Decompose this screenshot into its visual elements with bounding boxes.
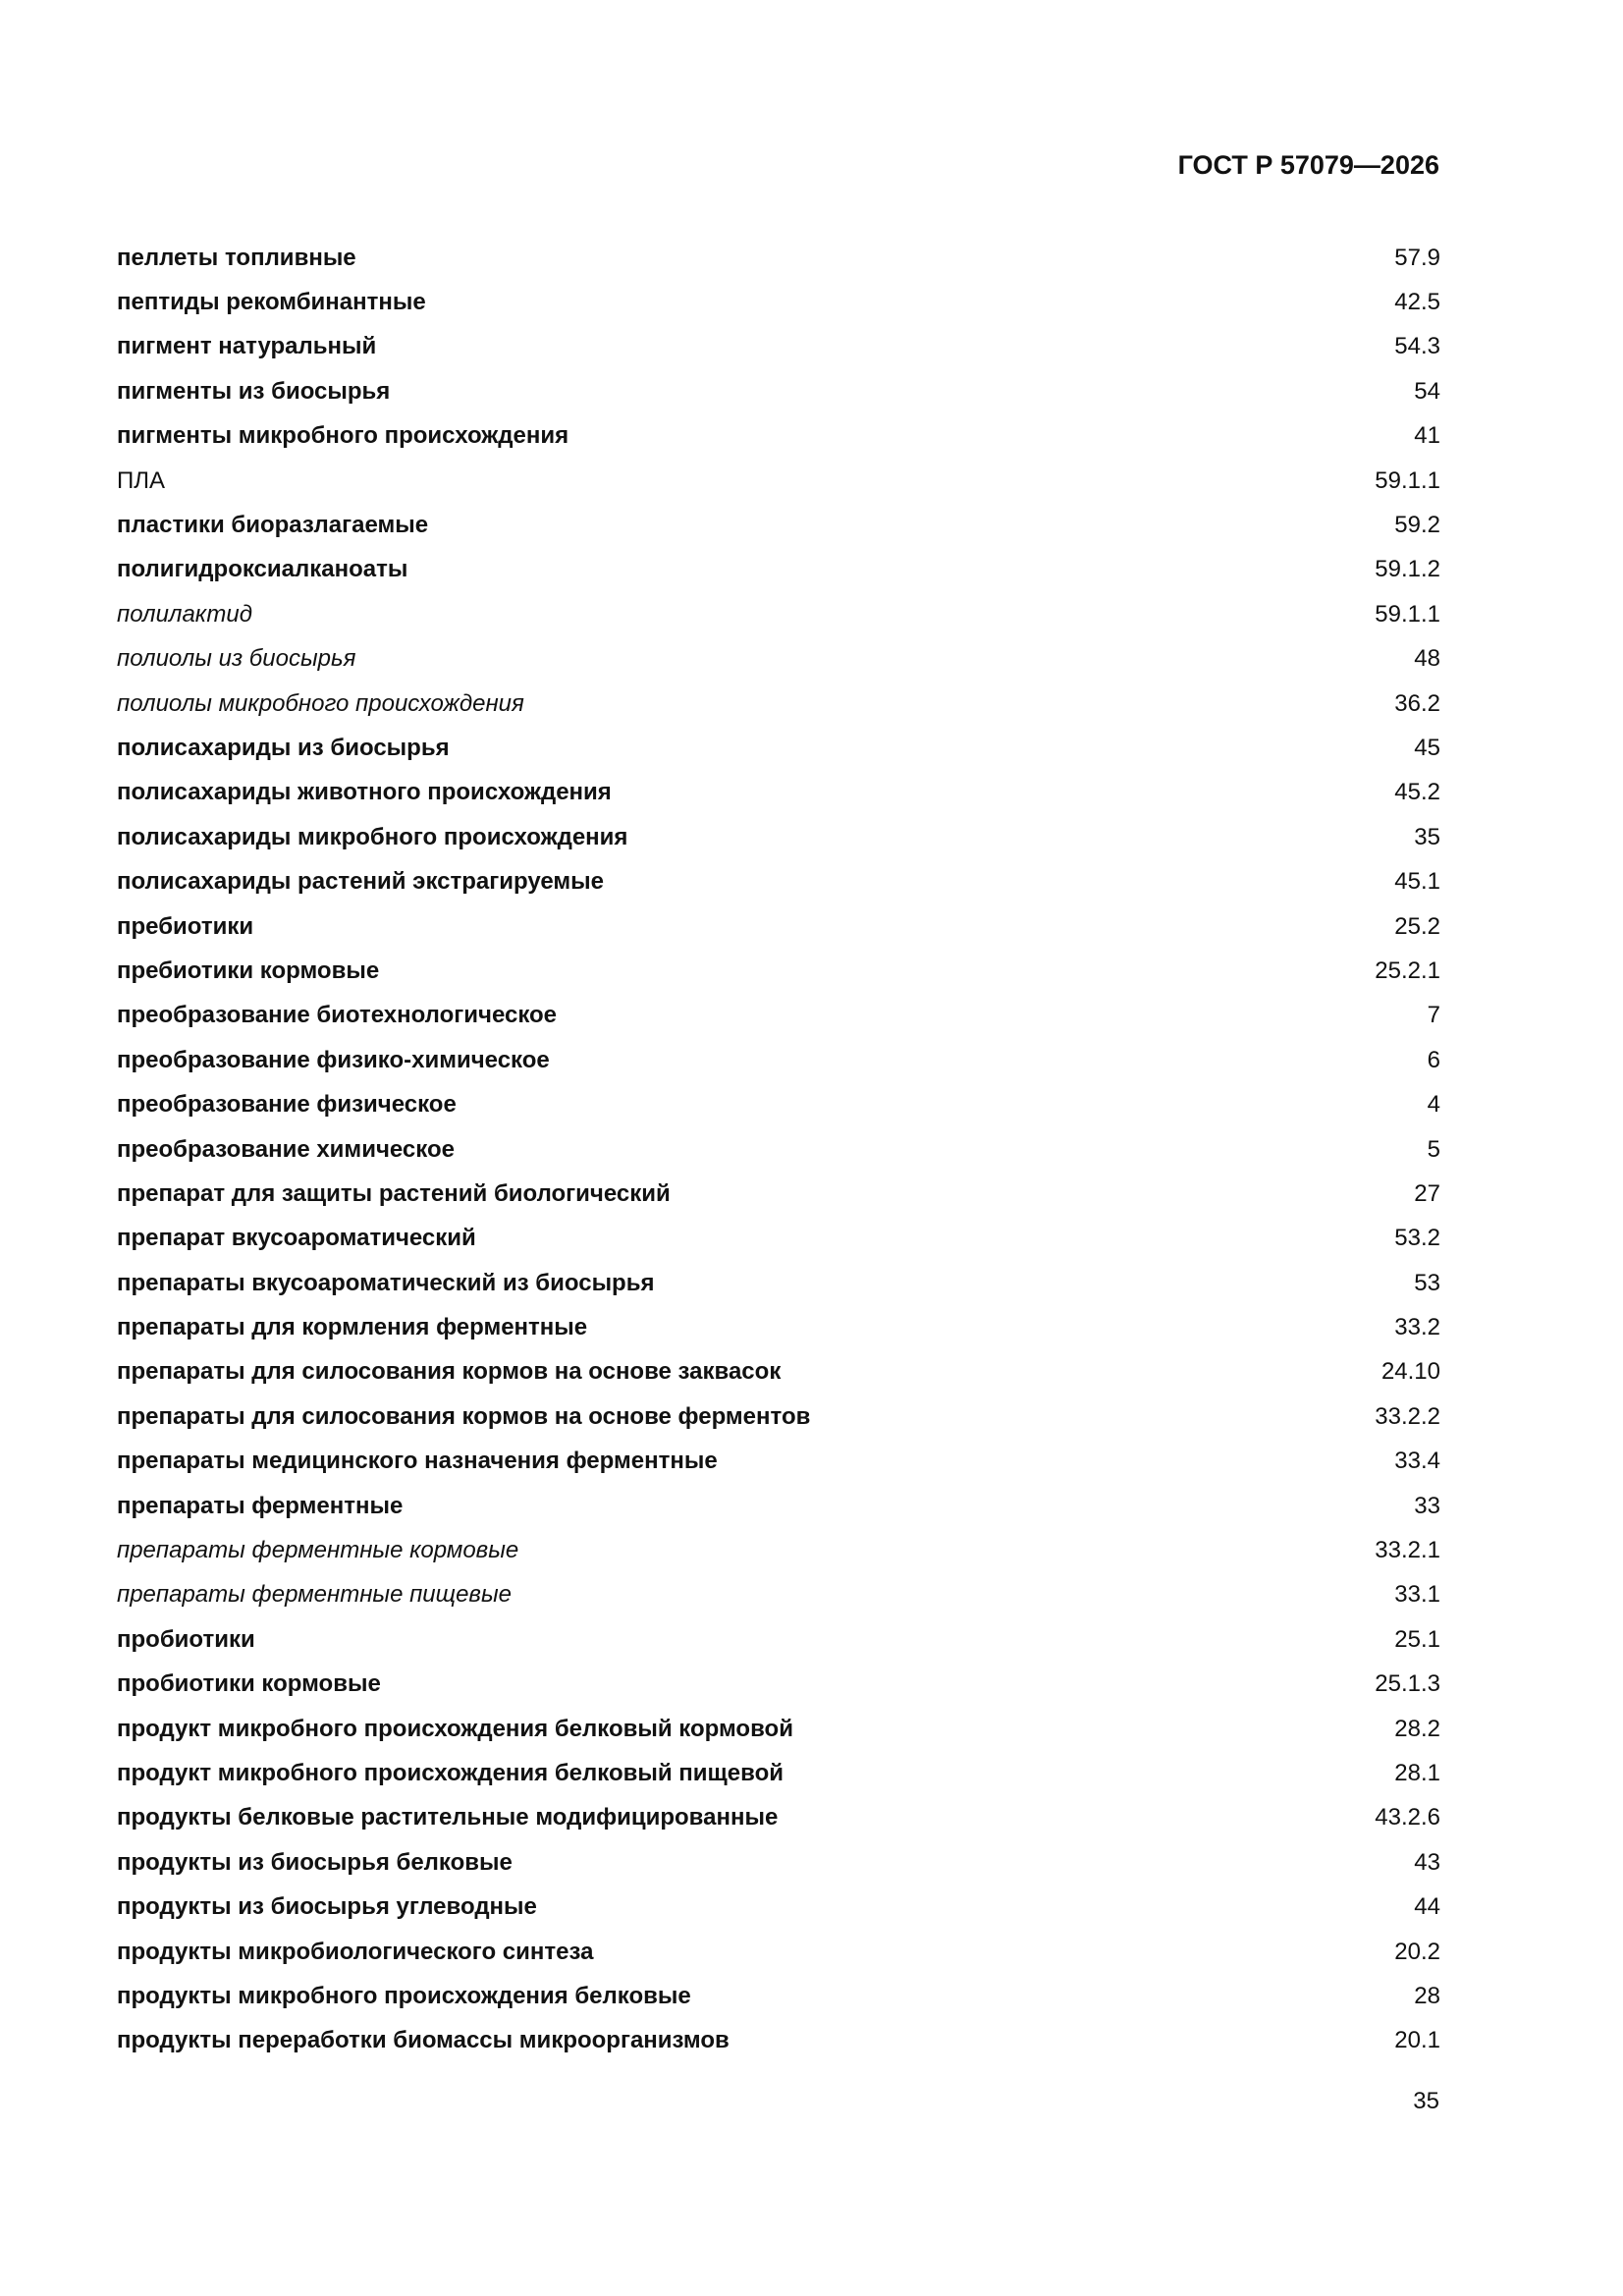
index-term: пребиотики: [117, 912, 254, 940]
index-entry: [117, 726, 1440, 770]
index-reference: 33.4: [1394, 1448, 1440, 1475]
index-reference: 25.1.3: [1375, 1670, 1440, 1698]
index-term: препараты для кормления ферментные: [117, 1314, 588, 1341]
index-term: пребиотики кормовые: [117, 957, 380, 984]
index-reference: 20.1: [1394, 2027, 1440, 2054]
index-term: препараты ферментные: [117, 1492, 404, 1519]
index-entry: [117, 1261, 1440, 1305]
index-term: полилактид: [117, 600, 252, 628]
index-reference: 25.1: [1394, 1625, 1440, 1653]
index-reference: 59.1.2: [1375, 556, 1440, 583]
index-term: препараты медицинского назначения ферментные: [117, 1448, 718, 1475]
index-entry: [117, 1217, 1440, 1261]
index-term: полиолы из биосырья: [117, 645, 356, 673]
index-term: пигмент натуральный: [117, 333, 377, 360]
index-entry: [117, 369, 1440, 413]
index-entry: [117, 1440, 1440, 1484]
index-entry: [117, 1305, 1440, 1349]
index-reference: 33.2.2: [1375, 1402, 1440, 1430]
index-term: продукты из биосырья углеводные: [117, 1893, 537, 1921]
index-reference: 57.9: [1394, 244, 1440, 271]
index-reference: 59.1.1: [1375, 466, 1440, 494]
index-term: препараты вкусоароматический из биосырья: [117, 1269, 655, 1296]
index-reference: 59.1.1: [1375, 600, 1440, 628]
index-term: пробиотики кормовые: [117, 1670, 381, 1698]
index-term: полисахариды микробного происхождения: [117, 823, 628, 850]
index-term: препараты ферментные пищевые: [117, 1581, 512, 1609]
index-reference: 43: [1414, 1848, 1440, 1876]
index-entry: [117, 236, 1440, 280]
index-entry: [117, 859, 1440, 903]
index-term: препарат для защиты растений биологический: [117, 1179, 671, 1207]
index-reference: 20.2: [1394, 1938, 1440, 1965]
index-term: пеллеты топливные: [117, 244, 356, 271]
index-entry: [117, 325, 1440, 369]
index-reference: 45: [1414, 734, 1440, 761]
index-entry: [117, 1127, 1440, 1172]
index-term: преобразование физическое: [117, 1091, 457, 1119]
index-term: пигменты из биосырья: [117, 377, 391, 405]
index-term: продукты из биосырья белковые: [117, 1848, 513, 1876]
index-reference: 43.2.6: [1375, 1804, 1440, 1831]
index-entry: [117, 1663, 1440, 1707]
index-entry: [117, 637, 1440, 682]
index-entry: [117, 1394, 1440, 1439]
index-entry: [117, 1796, 1440, 1840]
index-term: продукты микробиологического синтеза: [117, 1938, 594, 1965]
index-reference: 41: [1414, 422, 1440, 450]
index-entry: [117, 414, 1440, 459]
index-reference: 5: [1427, 1135, 1440, 1163]
index-term: препараты для силосования кормов на основе заквасок: [117, 1358, 782, 1386]
index-entry: [117, 1038, 1440, 1082]
term-index-list: [117, 236, 1440, 2063]
index-entry: [117, 2019, 1440, 2063]
index-entry: [117, 1974, 1440, 2018]
index-entry: [117, 459, 1440, 503]
index-reference: 25.2.1: [1375, 957, 1440, 984]
index-term: продукты микробного происхождения белковые: [117, 1982, 691, 2009]
index-term: пробиотики: [117, 1625, 255, 1653]
index-entry: [117, 280, 1440, 324]
index-reference: 25.2: [1394, 912, 1440, 940]
index-reference: 48: [1414, 645, 1440, 673]
index-reference: 7: [1427, 1002, 1440, 1029]
index-reference: 27: [1414, 1179, 1440, 1207]
index-term: препараты ферментные кормовые: [117, 1537, 519, 1564]
index-entry: [117, 949, 1440, 993]
index-reference: 33.2: [1394, 1314, 1440, 1341]
index-term: преобразование физико-химическое: [117, 1046, 550, 1073]
index-reference: 44: [1414, 1893, 1440, 1921]
page-number: 35: [1413, 2088, 1439, 2114]
index-reference: 54.3: [1394, 333, 1440, 360]
index-term: ПЛА: [117, 466, 166, 494]
index-reference: 45.1: [1394, 868, 1440, 896]
index-term: полисахариды из биосырья: [117, 734, 450, 761]
index-entry: [117, 1707, 1440, 1751]
index-term: полиолы микробного происхождения: [117, 689, 524, 717]
index-reference: 24.10: [1380, 1358, 1440, 1386]
index-term: продукт микробного происхождения белковый кормовой: [117, 1715, 793, 1742]
index-term: препараты для силосования кормов на основе ферментов: [117, 1402, 811, 1430]
index-entry: [117, 1617, 1440, 1662]
index-entry: [117, 1751, 1440, 1795]
index-entry: [117, 904, 1440, 949]
index-term: преобразование биотехнологическое: [117, 1002, 558, 1029]
index-entry: [117, 1840, 1440, 1885]
index-reference: 35: [1414, 823, 1440, 850]
index-entry: [117, 1484, 1440, 1528]
index-term: продукт микробного происхождения белковый пищевой: [117, 1759, 784, 1786]
index-term: преобразование химическое: [117, 1135, 455, 1163]
index-entry: [117, 1885, 1440, 1929]
index-reference: 4: [1427, 1091, 1440, 1119]
index-term: полисахариды растений экстрагируемые: [117, 868, 604, 896]
index-entry: [117, 1930, 1440, 1974]
index-entry: [117, 1350, 1440, 1394]
index-entry: [117, 1573, 1440, 1617]
index-entry: [117, 1528, 1440, 1572]
index-entry: [117, 815, 1440, 859]
index-reference: 59.2: [1394, 512, 1440, 539]
index-term: пептиды рекомбинантные: [117, 289, 426, 316]
index-entry: [117, 771, 1440, 815]
page-header: ГОСТ Р 57079—2026: [1177, 150, 1439, 180]
index-term: продукты белковые растительные модифицированные: [117, 1804, 779, 1831]
index-term: полисахариды животного происхождения: [117, 779, 612, 806]
index-reference: 45.2: [1394, 779, 1440, 806]
index-term: препарат вкусоароматический: [117, 1225, 476, 1252]
index-reference: 33: [1414, 1492, 1440, 1519]
index-reference: 42.5: [1394, 289, 1440, 316]
index-reference: 33.1: [1394, 1581, 1440, 1609]
index-term: продукты переработки биомассы микроорганизмов: [117, 2027, 730, 2054]
index-reference: 6: [1427, 1046, 1440, 1073]
index-entry: [117, 1172, 1440, 1216]
index-entry: [117, 682, 1440, 726]
index-reference: 53: [1414, 1269, 1440, 1296]
index-entry: [117, 503, 1440, 547]
index-reference: 33.2.1: [1375, 1537, 1440, 1564]
index-reference: 53.2: [1394, 1225, 1440, 1252]
index-reference: 36.2: [1394, 689, 1440, 717]
index-term: полигидроксиалканоаты: [117, 556, 408, 583]
index-entry: [117, 592, 1440, 636]
index-reference: 28.1: [1394, 1759, 1440, 1786]
index-term: пластики биоразлагаемые: [117, 512, 429, 539]
index-entry: [117, 994, 1440, 1038]
index-reference: 54: [1414, 377, 1440, 405]
index-reference: 28: [1414, 1982, 1440, 2009]
index-reference: 28.2: [1394, 1715, 1440, 1742]
index-entry: [117, 1082, 1440, 1126]
index-term: пигменты микробного происхождения: [117, 422, 569, 450]
index-entry: [117, 548, 1440, 592]
